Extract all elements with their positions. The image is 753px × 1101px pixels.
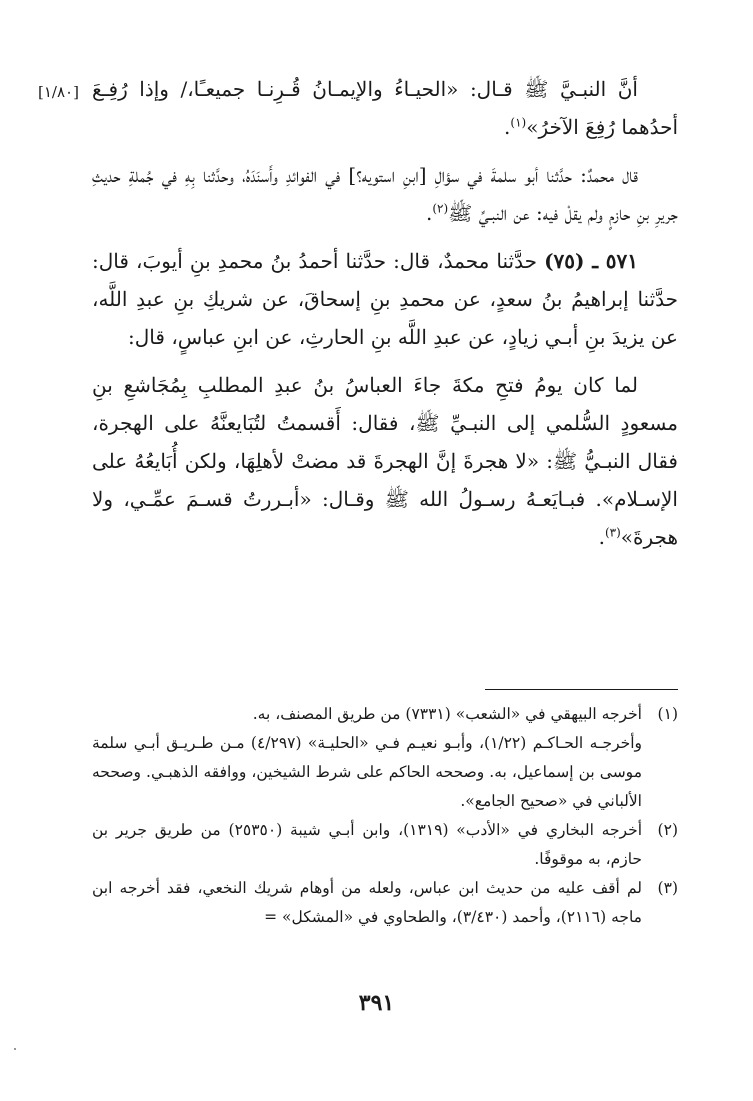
manuscript-folio-reference: [١/٨٠] [38,83,79,101]
footnote-separator [485,689,678,690]
footnote-3-body [92,874,642,932]
paragraph-2 [92,156,678,232]
footnote-ref-2: (٢) [432,201,449,216]
paragraph-2-end: . [425,201,433,225]
hadith-matn-text: لما كان يومُ فتحِ مكةَ جاءَ العباسُ بنُ عبدِ المطلبِ بِمُجَاشعِ بنِ مسعودٍ السُّلمي إلى النبـيِّ ﷺ، فقال: أَقسمتُ لتُبَايعنَّهُ على الهجرة، فقال النبـيُّ ﷺ: «لا هجرةَ إنَّ الهجرةَ قد مضتْ لأهلِهَا، ولكن أُبَايعُهُ على الإسـلام». فبـايَعـهُ رسـولُ الله ﷺ وقـال: «أبـررتُ قسـمَ عمِّـي، ولا هجرةَ» [92,373,678,549]
hadith-number: ٥٧١ ـ (٧٥) [544,249,638,273]
footnote-1-line-2: وأخرجـه الحـاكـم (١/٢٢)، وأبـو نعيـم فـي «الحليـة» (٤/٢٩٧) مـن طـريـق أبـي سلمة موسى بن إسماعيل، به. وصححه الحاكم على شرط الشيخين، ووافقه الذهبـي. وصححه الألباني في «صحيح الجامع». [92,734,642,810]
main-text [92,70,678,556]
footnote-ref-3: (٣) [604,525,621,540]
scan-speck [14,1048,16,1050]
paragraph-2-text: قال محمدٌ: حدَّثنا أبو سلمةَ في سؤالِ [ابنِ استويه؟] في الفوائدِ وأَسنَدَهُ، وحدَّثنا بِهِ في جُملةِ حديثِ جريرِ بنِ حازمٍ ولم يقلْ فيه: عن النبـيِّ ﷺ [92,163,678,225]
footnote-1-number: (١) [657,705,678,723]
page-number: ٣٩١ [358,990,395,1016]
footnote-ref-1: (١) [510,115,527,130]
footnote-3-line-1: لم أقف عليه من حديث ابن عباس، ولعله من أوهام شريك النخعي، فقد أخرجه ابن ماجه (٢١١٦)، وأحمد (٣/٤٣٠)، والطحاوي في «المشكل» = [92,879,642,926]
footnote-3-number: (٣) [657,879,678,897]
footnote-2-body [92,816,642,874]
footnote-1 [92,700,678,816]
footnote-2-number: (٢) [657,821,678,839]
footnote-2-line-1: أخرجه البخاري في «الأدب» (١٣١٩)، وابن أبـي شيبة (٢٥٣٥٠) من طريق جرير بن حازم، به موقوفًا. [92,821,642,868]
hadith-isnad: حدَّثنا محمدٌ، قال: حدَّثنا أحمدُ بنُ محمدِ بنِ أيوبَ، قال: حدَّثنا إبراهيمُ بنُ سعدٍ، عن محمدِ بنِ إسحاقَ، عن شريكِ بنِ عبدِ اللَّه، عن يزيدَ بنِ أبـي زيادٍ، عن عبدِ اللَّه بنِ الحارثِ، عن ابنِ عباسٍ، قال: [92,249,678,349]
paragraph-1-text: أنَّ النبـيَّ ﷺ قـال: «الحيـاءُ والإيمـانُ قُـرِنـا جميعـًا،/ وإذا رُفِـعَ أحدُهما رُفِعَ الآخرُ» [92,77,678,139]
paragraph-1-end: . [504,115,511,139]
footnote-1-line-1: أخرجه البيهقي في «الشعب» (٧٣٣١) من طريق المصنف، به. [252,705,642,723]
hadith-matn-end: . [598,525,605,549]
footnote-2 [92,816,678,874]
footnote-1-body [92,700,642,816]
paragraph-1 [92,70,678,146]
hadith-571 [92,242,678,356]
footnote-3 [92,874,678,932]
footnotes [92,700,678,932]
hadith-matn [92,366,678,556]
